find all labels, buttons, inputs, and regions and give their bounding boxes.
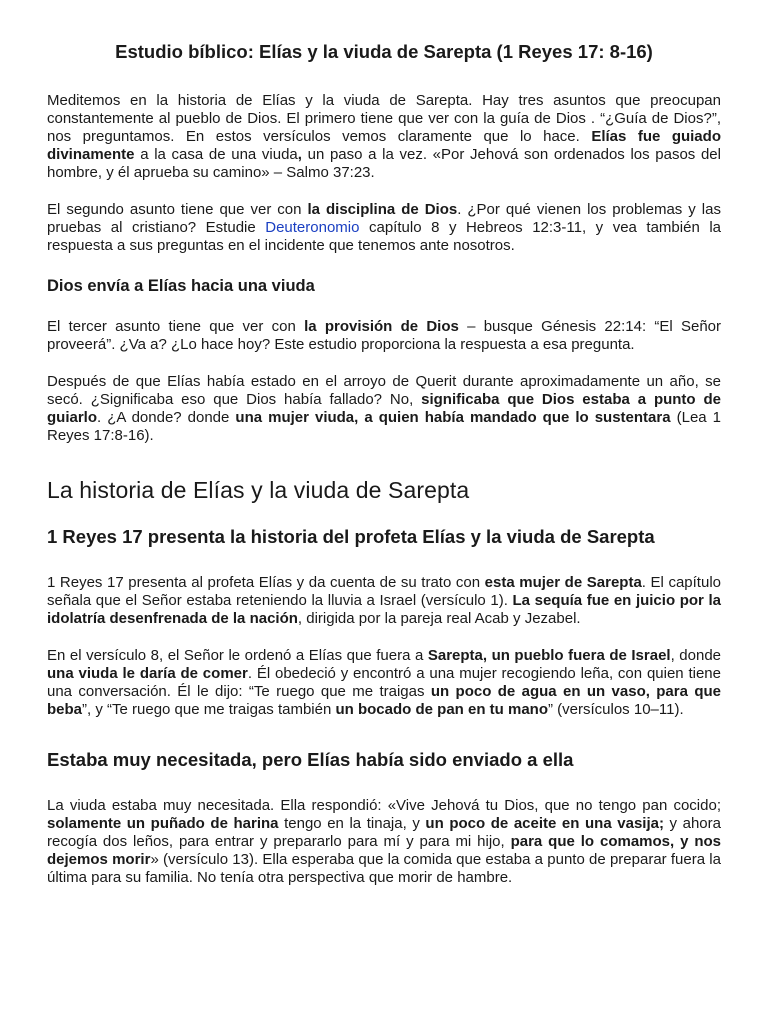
bold-span: la provisión de Dios [304, 318, 459, 336]
text-span: Después de que Elías había estado en el arroyo de Querit durante aproximadamente un año, se secó. ¿Significaba eso que Dios había fallado? No, [47, 373, 721, 409]
text-span: . ¿Por qué vienen los problemas y las pruebas al cristiano? Estudie [47, 201, 721, 237]
paragraph-provision [47, 318, 721, 354]
bold-span: solamente un puñado de harina [47, 815, 279, 833]
text-span: . Él obedeció y encontró a una mujer recogiendo leña, con quien tiene una conversación. Él le dijo: “Te ruego que me traigas [47, 665, 721, 701]
text-span: capítulo 8 y Hebreos 12:3-11, y vea también la respuesta a sus preguntas en el incidente que tenemos ante nosotros. [47, 219, 721, 255]
bold-span: un poco de aceite en una vasija; [425, 815, 664, 833]
text-span: En el versículo 8, el Señor le ordenó a Elías que fuera a [47, 647, 428, 665]
paragraph-versiculo-8 [47, 647, 721, 719]
heading-necesitada: Estaba muy necesitada, pero Elías había sido enviado a ella [47, 749, 574, 771]
paragraph-discipline [47, 201, 721, 255]
paragraph-querit [47, 373, 721, 445]
text-span: tengo en la tinaja, y [278, 815, 426, 833]
heading-historia: La historia de Elías y la viuda de Sarepta [47, 477, 470, 504]
text-span: . ¿A donde? donde [97, 409, 236, 427]
text-span: El segundo asunto tiene que ver con [47, 201, 308, 219]
text-span: » (versículo 13). Ella esperaba que la comida que estaba a punto de preparar fuera la última para su familia. No tenía otra perspectiva que morir de hambre. [47, 851, 721, 887]
text-span: El tercer asunto tiene que ver con [47, 318, 305, 336]
text-span: La viuda estaba muy necesitada. Ella respondió: «Vive Jehová tu Dios, que no tengo pan cocido; [47, 797, 721, 815]
paragraph-sarepta [47, 574, 721, 628]
heading-dios-envia: Dios envía a Elías hacia una viuda [47, 277, 315, 296]
paragraph-intro [47, 92, 721, 182]
text-span: , dirigida por la pareja real Acab y Jezabel. [297, 610, 581, 628]
bold-span: un bocado de pan en tu mano [335, 701, 548, 719]
text-span: 1 Reyes 17 presenta al profeta Elías y da cuenta de su trato con [47, 574, 485, 592]
bold-span: Elías fue guiado divinamente [47, 128, 721, 164]
text-span: y ahora recogía dos leños, para entrar y prepararlo para mí y para mi hijo, [47, 815, 721, 851]
bold-span: La sequía fue en juicio por la idolatría desenfrenada de la nación [47, 592, 721, 628]
bold-span: significaba que Dios estaba a punto de guiarlo [47, 391, 721, 427]
bold-span: una viuda le daría de comer [47, 665, 248, 683]
bold-span: esta mujer de Sarepta [484, 574, 642, 592]
text-span: ”, y “Te ruego que me traigas también [82, 701, 336, 719]
bold-span: Sarepta, un pueblo fuera de Israel [427, 647, 671, 665]
bold-span: , [297, 146, 302, 164]
document-title: Estudio bíblico: Elías y la viuda de Sarepta (1 Reyes 17: 8-16) [115, 41, 653, 62]
text-span: , donde [670, 647, 722, 665]
heading-1-reyes-17: 1 Reyes 17 presenta la historia del profeta Elías y la viuda de Sarepta [47, 526, 655, 548]
text-span: Meditemos en la historia de Elías y la viuda de Sarepta. Hay tres asuntos que preocupan constantemente al pueblo de Dios. El primero tiene que ver con la guía de Dios . “¿Guía de Dios?”, nos preguntamos. En estos versículos vemos claramente que lo hace. [47, 92, 721, 146]
text-span: un paso a la vez. «Por Jehová son ordenados los pasos del hombre, y él aprueba su camino» – Salmo 37:23. [47, 146, 721, 182]
text-span: a la casa de una viuda [134, 146, 298, 164]
bold-span: una mujer viuda, a quien había mandado que lo sustentara [235, 409, 671, 427]
bold-span: un poco de agua en un vaso, para que beba [47, 683, 721, 719]
text-span: – busque Génesis 22:14: “El Señor proveerá”. ¿Va a? ¿Lo hace hoy? Este estudio proporciona la respuesta a esa pregunta. [47, 318, 721, 354]
bold-span: para que lo comamos, y nos dejemos morir [47, 833, 721, 869]
text-span: ” (versículos 10–11). [548, 701, 684, 719]
bold-span: la disciplina de Dios [307, 201, 458, 219]
text-span: (Lea 1 Reyes 17:8-16). [47, 409, 721, 445]
deuteronomio-link[interactable]: Deuteronomio [265, 219, 360, 237]
paragraph-viuda-necesitada [47, 797, 721, 887]
text-span: . El capítulo señala que el Señor estaba reteniendo la lluvia a Israel (versículo 1). [47, 574, 721, 610]
